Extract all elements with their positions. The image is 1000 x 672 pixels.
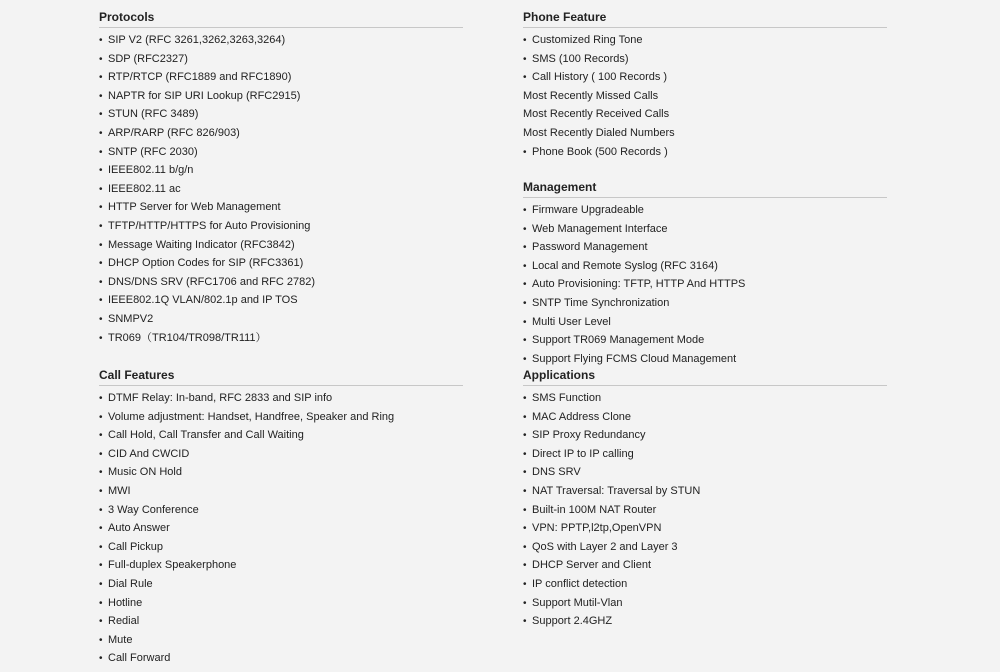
section-title: Management bbox=[523, 180, 597, 194]
feature-list bbox=[523, 31, 887, 161]
list-item-text: Hotline bbox=[108, 596, 143, 609]
section-divider bbox=[99, 385, 463, 386]
list-item bbox=[99, 445, 463, 464]
list-item bbox=[523, 612, 887, 631]
list-item bbox=[523, 238, 887, 257]
list-item-text: NAPTR for SIP URI Lookup (RFC2915) bbox=[108, 89, 301, 102]
section-title: Call Features bbox=[99, 368, 175, 382]
list-item-text: Call Pickup bbox=[108, 540, 164, 553]
list-item-text: Full-duplex Speakerphone bbox=[108, 559, 237, 572]
list-item-text: Customized Ring Tone bbox=[532, 34, 643, 46]
list-item bbox=[523, 538, 887, 557]
list-item-text: Dial Rule bbox=[108, 577, 153, 590]
list-item-text: Redial bbox=[108, 615, 140, 628]
list-item bbox=[99, 519, 463, 538]
feature-list bbox=[523, 389, 887, 631]
list-item-text: VPN: PPTP,l2tp,OpenVPN bbox=[532, 522, 662, 535]
list-item-text: Phone Book (500 Records ) bbox=[532, 145, 668, 158]
list-item bbox=[523, 463, 887, 482]
feature-list bbox=[99, 389, 463, 668]
list-item-text: Mute bbox=[108, 633, 133, 646]
list-item bbox=[99, 556, 463, 575]
list-item bbox=[99, 254, 463, 273]
list-item bbox=[523, 331, 887, 350]
list-item-text: Web Management Interface bbox=[532, 222, 668, 235]
list-item bbox=[523, 143, 887, 162]
list-item-text: Message Waiting Indicator (RFC3842) bbox=[108, 238, 295, 251]
section-title: Protocols bbox=[99, 10, 155, 24]
applications-section bbox=[523, 368, 887, 631]
section-divider bbox=[523, 197, 887, 198]
list-item bbox=[523, 389, 887, 408]
list-item-text: Volume adjustment: Handset, Handfree, Speaker and Ring bbox=[108, 410, 395, 423]
list-item bbox=[523, 575, 887, 594]
list-item bbox=[99, 180, 463, 199]
list-item bbox=[99, 329, 463, 348]
list-item bbox=[523, 275, 887, 294]
list-item bbox=[99, 273, 463, 292]
list-item bbox=[99, 291, 463, 310]
list-item bbox=[99, 50, 463, 69]
list-item bbox=[523, 350, 887, 369]
list-item-text: TR069（TR104/TR098/TR111） bbox=[108, 331, 267, 344]
list-item-text: TFTP/HTTP/HTTPS for Auto Provisioning bbox=[108, 219, 311, 232]
list-item-text: 3 Way Conference bbox=[108, 503, 199, 516]
section-divider bbox=[523, 27, 887, 28]
list-item-text: HTTP Server for Web Management bbox=[108, 201, 281, 214]
list-item bbox=[523, 294, 887, 313]
list-item bbox=[99, 68, 463, 87]
list-item bbox=[523, 426, 887, 445]
list-item-text: SMS (100 Records) bbox=[532, 52, 629, 65]
list-item bbox=[523, 408, 887, 427]
phone-feature-section bbox=[523, 10, 887, 161]
list-item-text: Call Forward bbox=[108, 652, 171, 665]
list-item-text: IP conflict detection bbox=[532, 577, 628, 590]
section-title: Phone Feature bbox=[523, 10, 607, 24]
list-item-text: Support Flying FCMS Cloud Management bbox=[532, 352, 737, 365]
list-item bbox=[99, 217, 463, 236]
list-item-text: SNMPV2 bbox=[108, 312, 154, 325]
list-item-text: Call Hold, Call Transfer and Call Waiting bbox=[108, 429, 304, 442]
list-item-text: SDP (RFC2327) bbox=[108, 52, 188, 65]
list-item bbox=[523, 556, 887, 575]
list-item bbox=[523, 519, 887, 538]
list-item-text: SNTP (RFC 2030) bbox=[108, 145, 198, 158]
list-item-text: MAC Address Clone bbox=[532, 410, 632, 423]
list-item bbox=[99, 482, 463, 501]
list-item bbox=[523, 220, 887, 239]
list-item-text: IEEE802.11 ac bbox=[108, 182, 181, 195]
list-item bbox=[99, 501, 463, 520]
list-item-text: Support Mutil-Vlan bbox=[532, 596, 623, 609]
protocols-section bbox=[99, 10, 463, 347]
list-item bbox=[99, 198, 463, 217]
section-divider bbox=[99, 27, 463, 28]
list-item-text: SIP Proxy Redundancy bbox=[532, 429, 646, 442]
list-item bbox=[523, 105, 887, 124]
list-item-text: Most Recently Missed Calls bbox=[523, 89, 659, 102]
list-item bbox=[99, 161, 463, 180]
list-item-text: Firmware Upgradeable bbox=[532, 204, 644, 216]
list-item-text: SIP V2 (RFC 3261,3262,3263,3264) bbox=[108, 34, 286, 46]
list-item bbox=[99, 538, 463, 557]
list-item-text: Auto Answer bbox=[108, 522, 170, 535]
feature-list bbox=[99, 31, 463, 347]
list-item bbox=[523, 50, 887, 69]
list-item-text: MWI bbox=[108, 484, 131, 497]
list-item-text: DHCP Server and Client bbox=[532, 559, 652, 572]
list-item-text: IEEE802.11 b/g/n bbox=[108, 164, 194, 177]
list-item bbox=[99, 594, 463, 613]
list-item bbox=[99, 124, 463, 143]
list-item-text: DHCP Option Codes for SIP (RFC3361) bbox=[108, 257, 304, 270]
list-item bbox=[523, 445, 887, 464]
list-item-text: SNTP Time Synchronization bbox=[532, 296, 670, 309]
list-item bbox=[523, 87, 887, 106]
list-item-text: SMS Function bbox=[532, 392, 602, 404]
list-item bbox=[523, 201, 887, 220]
list-item bbox=[523, 482, 887, 501]
list-item-text: Local and Remote Syslog (RFC 3164) bbox=[532, 259, 718, 272]
list-item bbox=[99, 31, 463, 50]
section-title: Applications bbox=[523, 368, 596, 382]
list-item bbox=[523, 594, 887, 613]
list-item bbox=[99, 426, 463, 445]
list-item bbox=[99, 236, 463, 255]
list-item bbox=[99, 408, 463, 427]
list-item bbox=[523, 68, 887, 87]
management-section bbox=[523, 180, 887, 368]
list-item bbox=[523, 257, 887, 276]
call-features-section bbox=[99, 368, 463, 668]
list-item-text: IEEE802.1Q VLAN/802.1p and IP TOS bbox=[108, 294, 298, 307]
list-item-text: Music ON Hold bbox=[108, 466, 182, 479]
list-item-text: ARP/RARP (RFC 826/903) bbox=[108, 126, 240, 139]
list-item bbox=[99, 143, 463, 162]
list-item-text: Support 2.4GHZ bbox=[532, 615, 613, 628]
list-item-text: NAT Traversal: Traversal by STUN bbox=[532, 484, 701, 497]
list-item bbox=[523, 31, 887, 50]
list-item-text: DTMF Relay: In-band, RFC 2833 and SIP info bbox=[108, 392, 333, 404]
list-item bbox=[523, 124, 887, 143]
list-item bbox=[99, 389, 463, 408]
list-item bbox=[523, 501, 887, 520]
list-item bbox=[523, 313, 887, 332]
list-item-text: STUN (RFC 3489) bbox=[108, 108, 199, 121]
section-divider bbox=[523, 385, 887, 386]
list-item-text: CID And CWCID bbox=[108, 447, 190, 460]
list-item-text: RTP/RTCP (RFC1889 and RFC1890) bbox=[108, 71, 292, 84]
list-item-text: Most Recently Received Calls bbox=[523, 108, 670, 121]
list-item-text: DNS/DNS SRV (RFC1706 and RFC 2782) bbox=[108, 275, 316, 288]
list-item bbox=[99, 631, 463, 650]
list-item-text: DNS SRV bbox=[532, 466, 581, 479]
list-item bbox=[99, 649, 463, 668]
list-item-text: Built-in 100M NAT Router bbox=[532, 503, 657, 516]
list-item bbox=[99, 87, 463, 106]
list-item bbox=[99, 310, 463, 329]
list-item-text: Support TR069 Management Mode bbox=[532, 334, 705, 347]
list-item-text: Password Management bbox=[532, 241, 648, 254]
list-item-text: Auto Provisioning: TFTP, HTTP And HTTPS bbox=[532, 278, 746, 291]
list-item-text: Most Recently Dialed Numbers bbox=[523, 126, 675, 139]
list-item bbox=[99, 105, 463, 124]
list-item-text: Direct IP to IP calling bbox=[532, 447, 634, 460]
list-item bbox=[99, 612, 463, 631]
list-item-text: QoS with Layer 2 and Layer 3 bbox=[532, 540, 678, 553]
list-item bbox=[99, 575, 463, 594]
list-item-text: Call History ( 100 Records ) bbox=[532, 71, 668, 84]
list-item-text: Multi User Level bbox=[532, 315, 611, 328]
feature-list bbox=[523, 201, 887, 368]
list-item bbox=[99, 463, 463, 482]
